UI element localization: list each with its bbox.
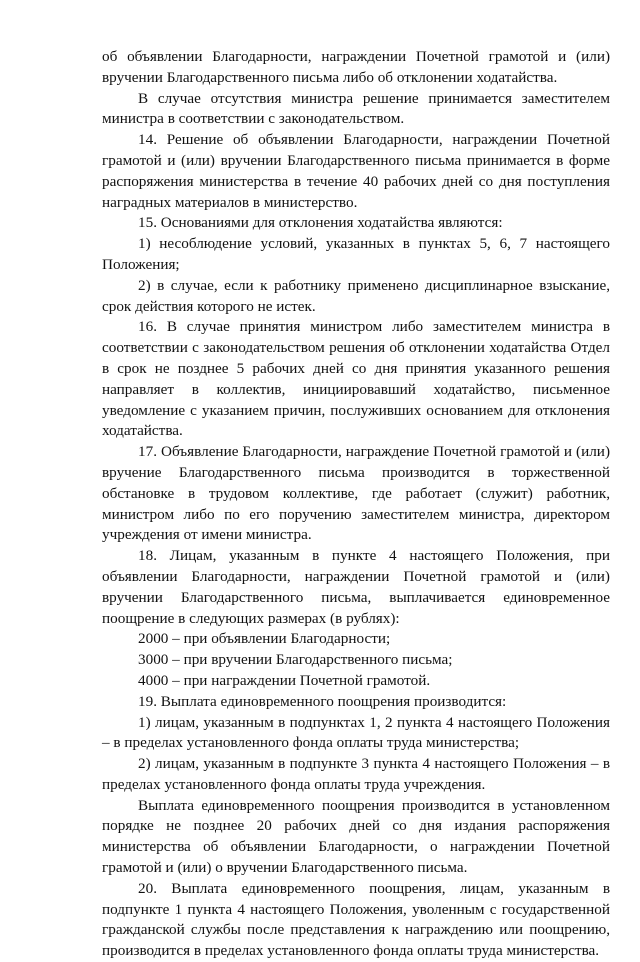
document-body bbox=[102, 47, 610, 962]
paragraph-20: 20. Выплата единовременного поощрения, лицам, указанным в подпункте 1 пункта 4 настоящего Положения, уволенным с государственной гражданской службы после представления к награждению или поощрению, производится в пределах установленного фонда оплаты труда министерства. bbox=[102, 879, 610, 960]
paragraph-16: 16. В случае принятия министром либо заместителем министра в соответствии с законодательством решения об отклонении ходатайства Отдел в срок не позднее 5 рабочих дней со дня принятия указанного решения направляет в коллектив, инициировавший ходатайство, письменное уведомление с указанием причин, послуживших основанием для отклонения ходатайства. bbox=[102, 318, 610, 440]
paragraph-14: 14. Решение об объявлении Благодарности, награждении Почетной грамотой и (или) вручении Благодарственного письма принимается в форме распоряжения министерства в течение 40 рабочих дней со дня поступления наградных материалов в министерство. bbox=[102, 131, 610, 211]
paragraph-minister-absence: В случае отсутствия министра решение принимается заместителем министра в соответствии с законодательством. bbox=[102, 89, 610, 128]
paragraph-15-item-1: 1) несоблюдение условий, указанных в пунктах 5, 6, 7 настоящего Положения; bbox=[102, 235, 610, 273]
reward-amount-gratitude: 2000 – при объявлении Благодарности; bbox=[138, 630, 391, 648]
reward-amount-certificate: 4000 – при награждении Почетной грамотой. bbox=[138, 671, 431, 689]
paragraph-19-item-2: 2) лицам, указанным в подпункте 3 пункта 4 настоящего Положения – в пределах установленного фонда оплаты труда учреждения. bbox=[102, 755, 610, 793]
paragraph-19-item-1: 1) лицам, указанным в подпунктах 1, 2 пункта 4 настоящего Положения – в пределах установленного фонда оплаты труда министерства; bbox=[102, 713, 610, 752]
paragraph-payment-deadline: Выплата единовременного поощрения производится в установленном порядке не позднее 20 рабочих дней со дня издания распоряжения министерства об объявлении Благодарности, о награждении Почетной грамотой и (или) о вручении Благодарственного письма. bbox=[102, 796, 610, 877]
paragraph-13-continuation: об объявлении Благодарности, награждении Почетной грамотой и (или) вручении Благодарственного письма либо об отклонении ходатайства. bbox=[102, 48, 610, 86]
paragraph-17: 17. Объявление Благодарности, награждение Почетной грамотой и (или) вручение Благодарственного письма производится в торжественной обстановке в трудовом коллективе, где работает (служит) работник, министром либо по его поручению заместителем министра, директором учреждения от имени министра. bbox=[102, 443, 610, 544]
paragraph-18: 18. Лицам, указанным в пункте 4 настоящего Положения, при объявлении Благодарности, награждении Почетной грамотой и (или) вручении Благодарственного письма, выплачивается единовременное поощрение в следующих размерах (в рублях): bbox=[102, 547, 610, 627]
paragraph-19: 19. Выплата единовременного поощрения производится: bbox=[138, 692, 507, 710]
paragraph-15: 15. Основаниями для отклонения ходатайства являются: bbox=[138, 214, 503, 232]
paragraph-15-item-2: 2) в случае, если к работнику применено дисциплинарное взыскание, срок действия которого не истек. bbox=[102, 276, 610, 315]
reward-amount-letter: 3000 – при вручении Благодарственного письма; bbox=[138, 651, 453, 669]
